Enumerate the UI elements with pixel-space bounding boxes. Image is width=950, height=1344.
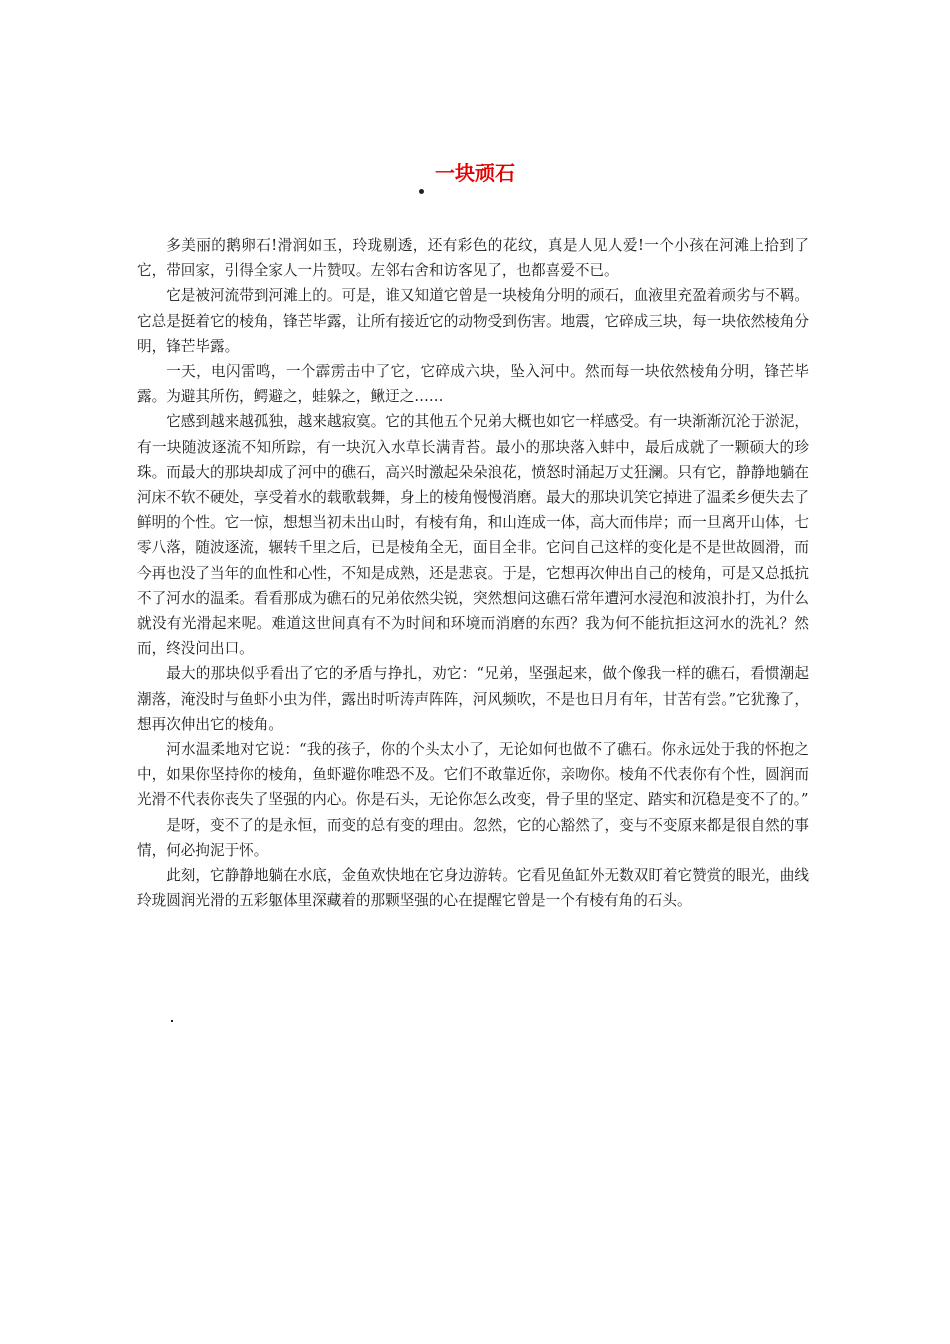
paragraph: 河水温柔地对它说：“我的孩子，你的个头太小了，无论如何也做不了礁石。你永远处于我的怀抱之中，如果你坚持你的棱角，鱼虾避你唯恐不及。它们不敢靠近你，亲吻你。棱角不代表你有个性，圆润而光滑不代表你丧失了坚强的内心。你是石头，无论你怎么改变，骨子里的坚定、踏实和沉稳是变不了的。” (137, 741, 809, 809)
paragraph: 多美丽的鹅卵石!滑润如玉，玲珑剔透，还有彩色的花纹，真是人见人爱!一个小孩在河滩上拾到了它，带回家，引得全家人一片赞叹。左邻右舍和访客见了，也都喜爱不已。 (137, 237, 809, 280)
paragraph: 它是被河流带到河滩上的。可是，谁又知道它曾是一块棱角分明的顽石，血液里充盈着顽劣与不羁。它总是挺着它的棱角，锋芒毕露，让所有接近它的动物受到伤害。地震，它碎成三块，每一块依然棱角分明，锋芒毕露。 (137, 287, 809, 355)
end-mark-dot (171, 1020, 173, 1022)
paragraph: 是呀，变不了的是永恒，而变的总有变的理由。忽然，它的心豁然了，变与不变原来都是很自然的事情，何必拘泥于怀。 (137, 816, 809, 859)
paragraph: 最大的那块似乎看出了它的矛盾与挣扎，劝它：“兄弟，坚强起来，做个像我一样的礁石，看惯潮起潮落，淹没时与鱼虾小虫为伴，露出时听涛声阵阵，河风频吹，不是也日月有年，甘苦有尝。”它犹豫了，想再次伸出它的棱角。 (137, 665, 809, 733)
document-body (137, 233, 809, 913)
document-title: 一块顽石 (435, 161, 515, 185)
title-bullet-dot (419, 189, 424, 194)
paragraph: 一天，电闪雷鸣，一个霹雳击中了它，它碎成六块，坠入河中。然而每一块依然棱角分明，锋芒毕露。为避其所伤，鳄避之，蛙躲之，鳅迂之…… (137, 363, 809, 406)
paragraph: 此刻，它静静地躺在水底，金鱼欢快地在它身边游转。它看见鱼缸外无数双盯着它赞赏的眼光，曲线玲珑圆润光滑的五彩躯体里深藏着的那颗坚强的心在提醒它曾是一个有棱有角的石头。 (137, 867, 809, 910)
paragraph: 它感到越来越孤独，越来越寂寞。它的其他五个兄弟大概也如它一样感受。有一块渐渐沉沦于淤泥，有一块随波逐流不知所踪，有一块沉入水草长满青苔。最小的那块落入蚌中，最后成就了一颗硕大的珍珠。而最大的那块却成了河中的礁石，高兴时激起朵朵浪花，愤怒时涌起万丈狂澜。只有它，静静地躺在河床不软不硬处，享受着水的载歌载舞，身上的棱角慢慢消磨。最大的那块讥笑它掉进了温柔乡便失去了鲜明的个性。它一惊，想想当初未出山时，有棱有角，和山连成一体，高大而伟岸；而一旦离开山体，七零八落，随波逐流，辗转千里之后，已是棱角全无，面目全非。它问自己这样的变化是不是世故圆滑，而今再也没了当年的血性和心性，不知是成熟，还是悲哀。于是，它想再次伸出自己的棱角，可是又总抵抗不了河水的温柔。看看那成为礁石的兄弟依然尖锐，突然想问这礁石常年遭河水浸泡和波浪扑打，为什么就没有光滑起来呢。难道这世间真有不为时间和环境而消磨的东西？我为何不能抗拒这河水的洗礼？然而，终没问出口。 (137, 413, 809, 658)
